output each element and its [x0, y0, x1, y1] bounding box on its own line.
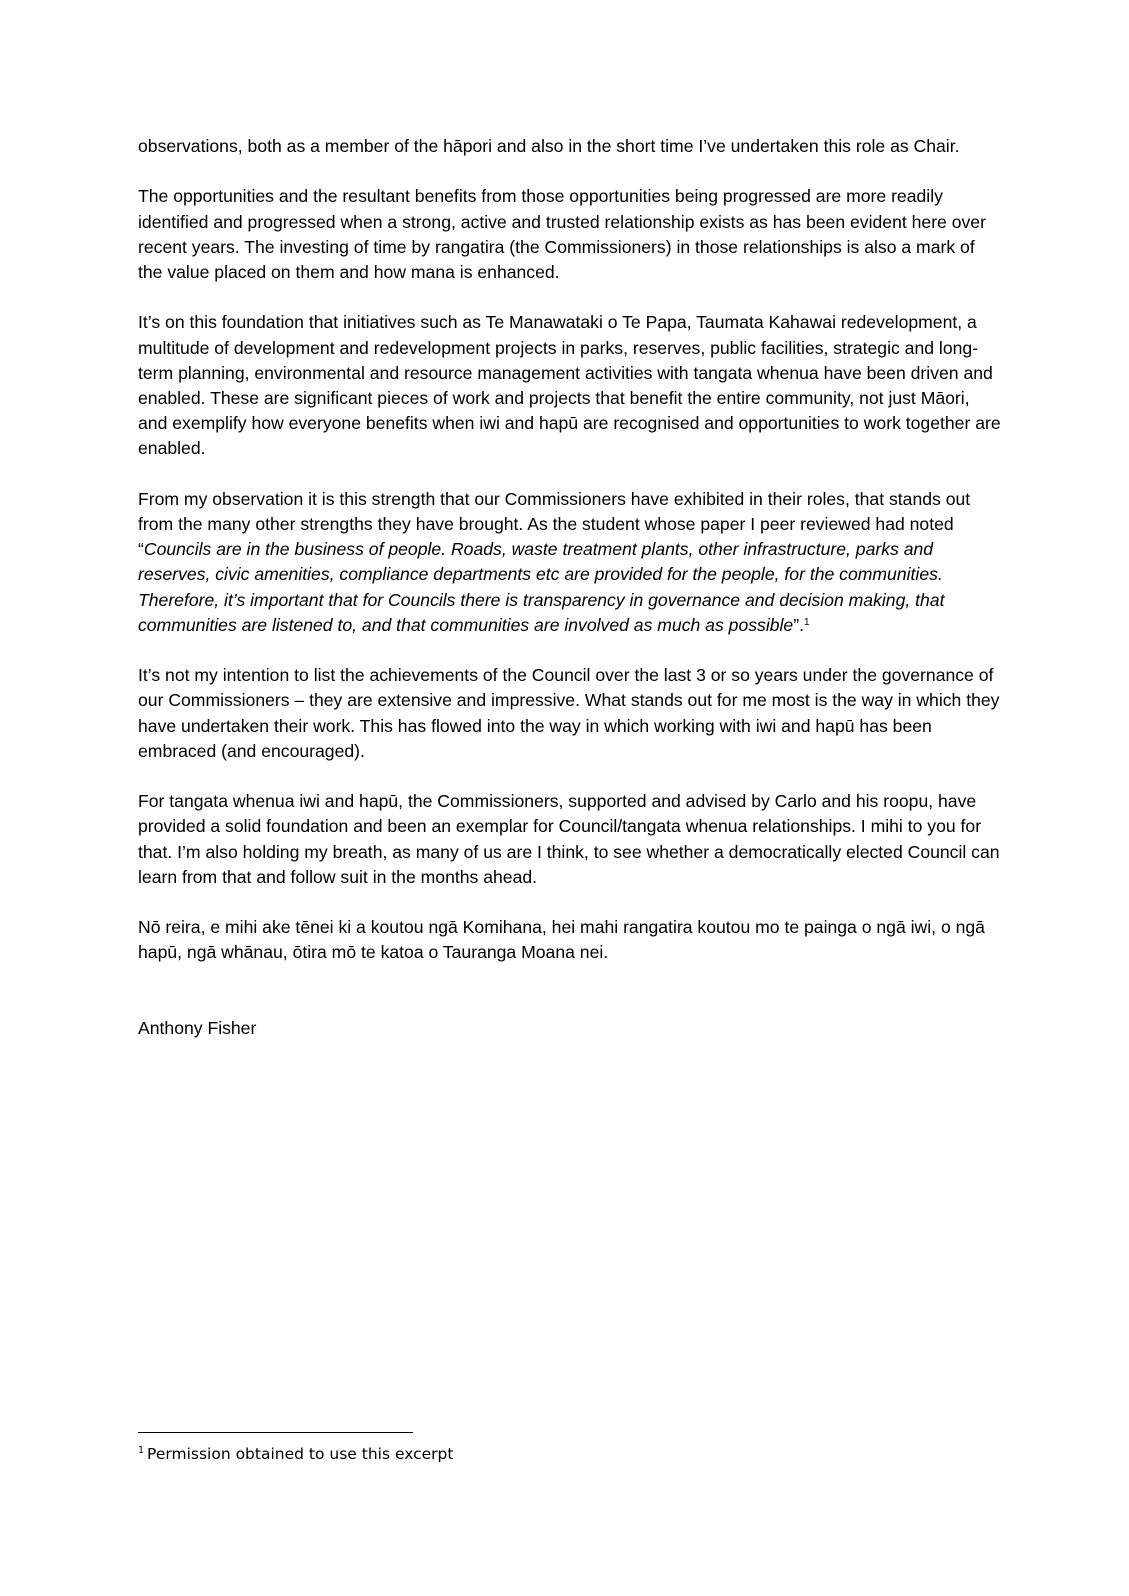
footnote [138, 1444, 453, 1464]
footnote-divider [138, 1432, 413, 1433]
quoted-excerpt: Councils are in the business of people. Roads, waste treatment plants, other infrastructure, parks and reserves, civic amenities, compliance departments etc are provided for the people, for the communities. Therefore, it’s important that for Councils there is transparency in governance and decision making, that communities are listened to, and that communities are involved as much as possible [138, 539, 945, 635]
quote-close-text: ”. [793, 614, 804, 635]
paragraph-tangata-whenua: For tangata whenua iwi and hapū, the Commissioners, supported and advised by Carlo and his roopu, have provided a solid foundation and been an exemplar for Council/tangata whenua relationships. I mihi to you for that. I’m also holding my breath, as many of us are I think, to see whether a democratically elected Council can learn from that and follow suit in the months ahead. [138, 791, 1000, 887]
footnote-text: Permission obtained to use this excerpt [147, 1445, 454, 1463]
footnote-number: 1 [138, 1445, 145, 1456]
paragraph-opportunities: The opportunities and the resultant benefits from those opportunities being progressed are more readily identified and progressed when a strong, active and trusted relationship exists as has been evident here over recent years. The investing of time by rangatira (the Commissioners) in those relationships is also a mark of the value placed on them and how mana is enhanced. [138, 186, 986, 282]
footnote-reference: 1 [803, 616, 810, 628]
letter-body [138, 134, 1003, 1066]
paragraph-observations: observations, both as a member of the hāpori and also in the short time I’ve undertaken this role as Chair. [138, 136, 960, 156]
paragraph-achievements: It’s not my intention to list the achievements of the Council over the last 3 or so years under the governance of our Commissioners – they are extensive and impressive. What stands out for me most is the way in which they have undertaken their work. This has flowed into the way in which working with iwi and hapū has been embraced (and encouraged). [138, 665, 1000, 761]
paragraph-quote [138, 487, 1003, 638]
paragraph-closing-mihi: Nō reira, e mihi ake tēnei ki a koutou ngā Komihana, hei mahi rangatira koutou mo te painga o ngā iwi, o ngā hapū, ngā whānau, ōtira mō te katoa o Tauranga Moana nei. [138, 917, 985, 963]
quote-lead-text: From my observation it is this strength that our Commissioners have exhibited in their roles, that stands out from the many other strengths they have brought. As the student whose paper I peer reviewed had noted “ [138, 488, 971, 560]
paragraph-foundation: It’s on this foundation that initiatives such as Te Manawataki o Te Papa, Taumata Kahawai redevelopment, a multitude of development and redevelopment projects in parks, reserves, public facilities, strategic and long-term planning, environmental and resource management activities with tangata whenua have been driven and enabled. These are significant pieces of work and projects that benefit the entire community, not just Māori, and exemplify how everyone benefits when iwi and hapū are recognised and opportunities to work together are enabled. [138, 312, 1001, 459]
signature: Anthony Fisher [138, 1018, 257, 1038]
